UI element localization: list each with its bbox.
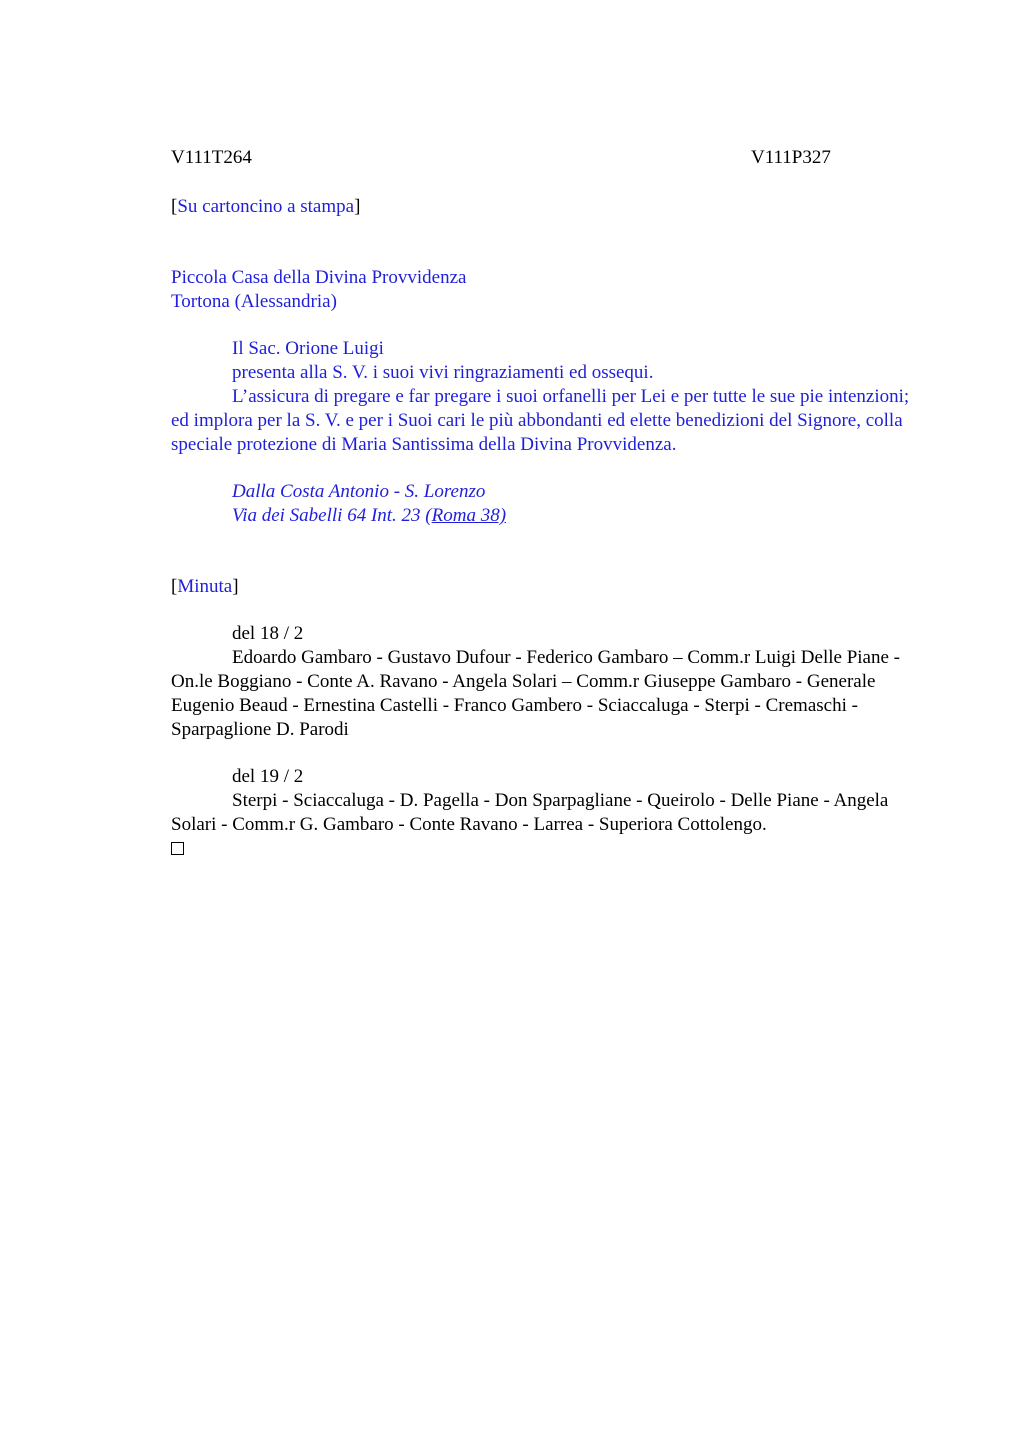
left-code: V111T264: [171, 147, 252, 168]
entry-date: del 19 / 2: [232, 766, 304, 787]
note-minuta-text: Minuta: [177, 576, 233, 597]
addressee: Dalla Costa Antonio - S. Lorenzo: [232, 481, 486, 502]
header-codes: [171, 146, 931, 170]
right-code: V111P327: [751, 147, 831, 168]
end-marker: [171, 838, 931, 862]
blessing-paragraph: L’assicura di pregare e far pregare i suoi orfanelli per Lei e per tutte le sue pie intenzioni; ed implora per la S. V. e per i Suoi cari le più abbondanti ed elette benedizioni del Signore, colla speciale protezione di Maria Santissima della Divina Provvidenza.: [171, 386, 910, 455]
minuta-entry-1: [171, 622, 931, 742]
entry-names: Sterpi - Sciaccaluga - D. Pagella - Don Sparpagliane - Queirolo - Delle Piane - Angela Solari - Comm.r G. Gambaro - Conte Ravano - Larrea - Superiora Cottolengo.: [171, 790, 889, 835]
card-address: [171, 480, 931, 528]
note-top: [Su cartoncino a stampa]: [171, 196, 361, 217]
org-name: Piccola Casa della Divina Provvidenza: [171, 267, 467, 288]
sender-line: Il Sac. Orione Luigi: [232, 338, 384, 359]
minuta-entry-2: [171, 765, 931, 837]
address-link[interactable]: Roma 38): [431, 505, 507, 526]
square-box-icon: [171, 842, 184, 855]
note-minuta: [Minuta]: [171, 576, 239, 597]
address-line: Via dei Sabelli 64 Int. 23 (Roma 38): [232, 505, 507, 526]
entry-date: del 18 / 2: [232, 623, 304, 644]
card-header: [171, 266, 931, 314]
org-location: Tortona (Alessandria): [171, 291, 337, 312]
thanks-line: presenta alla S. V. i suoi vivi ringraziamenti ed ossequi.: [232, 362, 654, 383]
note-top-text: Su cartoncino a stampa: [177, 196, 355, 217]
entry-names: Edoardo Gambaro - Gustavo Dufour - Federico Gambaro – Comm.r Luigi Delle Piane - On.le Boggiano - Conte A. Ravano - Angela Solari – Comm.r Giuseppe Gambaro - Generale Eugenio Beaud - Ernestina Castelli - Franco Gambero - Sciaccaluga - Sterpi - Cremaschi - Sparpaglione D. Parodi: [171, 647, 900, 740]
card-body: [171, 337, 931, 457]
